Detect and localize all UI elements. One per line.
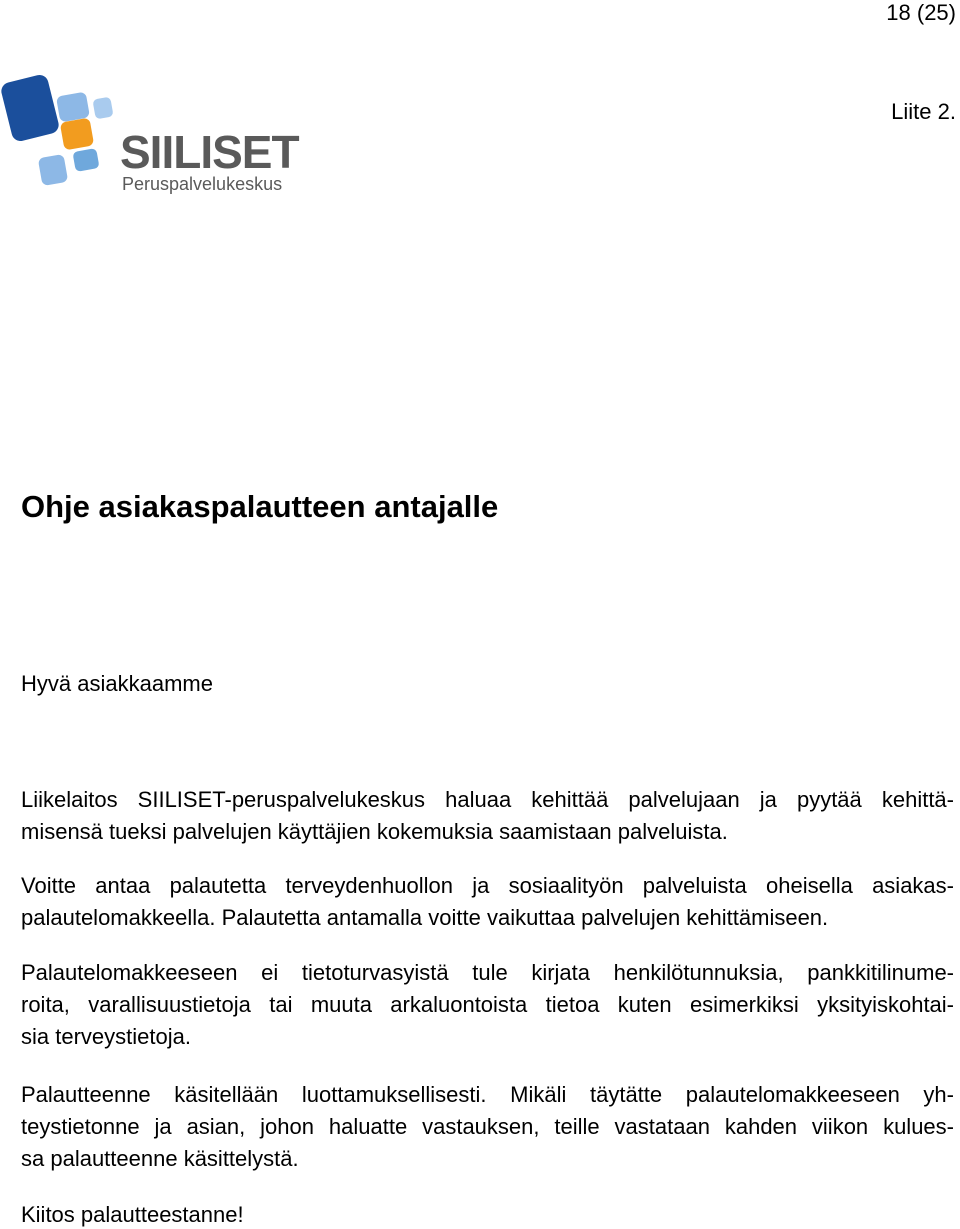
greeting: Hyvä asiakkaamme (21, 671, 213, 696)
paragraph-line: Voitte antaa palautetta terveydenhuollon ja sosiaalityön palveluista oheisella asiakas- (21, 873, 954, 898)
siiliset-logo (0, 72, 330, 202)
paragraph-line: palautelomakkeella. Palautetta antamalla voitte vaikuttaa palvelujen kehittämiseen. (21, 905, 829, 930)
paragraph-1 (21, 784, 954, 848)
paragraph-line: teystietonne ja asian, johon haluatte vastauksen, teille vastataan kahden viikon kulues- (21, 1114, 954, 1139)
paragraph-line: Palautteenne käsitellään luottamuksellisesti. Mikäli täytätte palautelomakkeeseen yh- (21, 1082, 954, 1107)
logo-subtitle: Peruspalvelukeskus (122, 174, 283, 194)
closing-thanks: Kiitos palautteestanne! (21, 1202, 244, 1227)
logo-tile-blue-mid (72, 148, 99, 172)
paragraph-line: sa palautteenne käsittelystä. (21, 1146, 299, 1171)
paragraph-2 (21, 870, 954, 934)
paragraph-3 (21, 957, 954, 1053)
logo-tile-light-blue-small (92, 97, 113, 120)
logo-mark-icon (0, 73, 114, 186)
logo-tile-orange (60, 118, 94, 151)
page-number: 18 (25) (886, 0, 956, 25)
paragraph-line: misensä tueksi palvelujen käyttäjien kokemuksia saamistaan palveluista. (21, 819, 728, 844)
appendix-label: Liite 2. (891, 99, 956, 124)
logo-tile-dark-blue (0, 73, 61, 143)
paragraph-line: Palautelomakkeeseen ei tietoturvasyistä tule kirjata henkilötunnuksia, pankkitilinume- (21, 960, 954, 985)
paragraph-4 (21, 1079, 954, 1175)
paragraph-line: Liikelaitos SIILISET-peruspalvelukeskus haluaa kehittää palvelujaan ja pyytää kehittä- (21, 787, 954, 812)
paragraph-line: roita, varallisuustietoja tai muuta arkaluontoista tietoa kuten esimerkiksi yksityiskohtai- (21, 992, 954, 1017)
logo-name: SIILISET (120, 126, 299, 178)
logo-tile-light-blue-top (56, 92, 90, 123)
paragraph-line: sia terveystietoja. (21, 1024, 191, 1049)
logo-tile-light-blue-bottom (38, 154, 68, 186)
document-title: Ohje asiakaspalautteen antajalle (21, 489, 499, 524)
